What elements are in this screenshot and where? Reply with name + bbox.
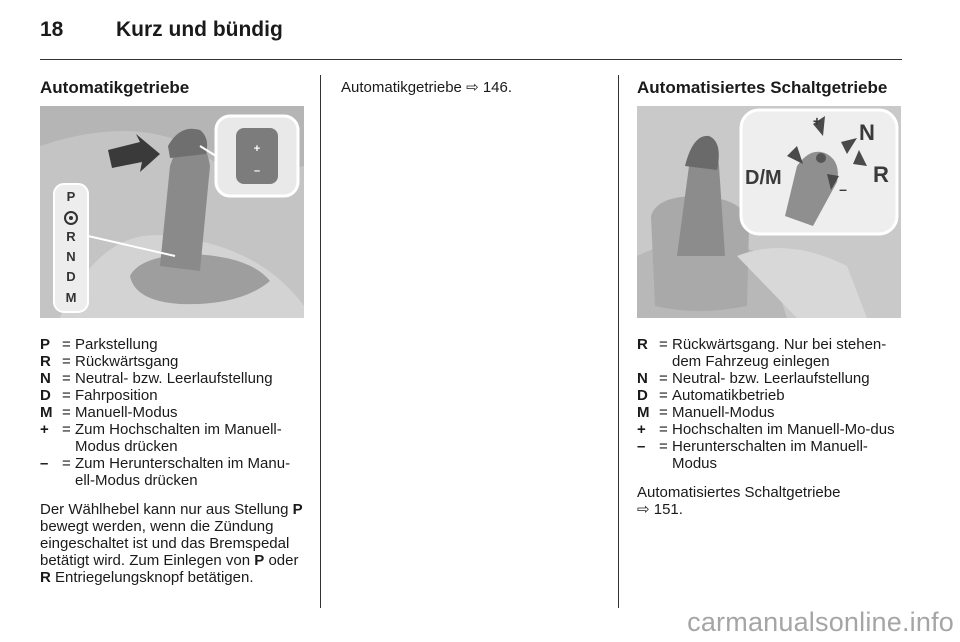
legend-key: D [637,387,648,404]
legend-text: Parkstellung [75,336,158,353]
paragraph-text: oder [264,552,299,569]
automatic-reference [341,76,601,100]
paragraph-bold-p: P [292,501,303,518]
header-rule [40,59,902,60]
paragraph-text: bewegt werden, wenn die Zündung eingeschaltet ist und das Bremspedal betätigt wird. Zum Einlegen von [40,518,290,569]
legend-automated [637,336,903,472]
plus-icon: + [812,113,822,129]
page-title: Kurz und bündig [116,18,283,41]
gear-label-dm: D/M [745,167,782,189]
legend-row [40,404,304,421]
legend-key: D [40,387,51,404]
legend-row [637,404,903,421]
reference-text: Automatisiertes Schaltgetriebe [637,484,841,501]
column-divider-right [618,75,619,608]
automatic-paragraph [40,501,304,586]
page-number: 18 [40,18,64,41]
minus-icon: – [253,165,261,177]
legend-row [40,455,304,489]
legend-key: R [637,336,648,353]
legend-text: Rückwärtsgang [75,353,179,370]
legend-row [40,336,304,353]
legend-text: Neutral- bzw. Leerlaufstellung [672,370,870,387]
legend-equals: = [62,404,71,421]
paragraph-bold-p: P [254,552,265,569]
legend-equals: = [62,336,71,353]
column-automated-manual [637,76,903,518]
page-arrow-icon: ⇨ [466,79,479,96]
automated-reference [637,484,903,518]
legend-key: + [637,421,646,438]
automatic-gearshift-figure [40,106,304,318]
legend-text: Fahrposition [75,387,158,404]
legend-text: Herunterschalten im Manuell-Modus [672,438,868,472]
legend-text: Hochschalten im Manuell-Mo-dus [672,421,895,438]
minus-icon: – [839,181,847,197]
reference-text: Automatikgetriebe [341,79,467,96]
gear-label-r: R [873,162,889,187]
legend-automatic [40,336,304,489]
legend-row [637,370,903,387]
paragraph-text: Der Wählhebel kann nur aus Stellung [40,501,293,518]
legend-text: Zum Herunterschalten im Manu-ell-Modus drücken [75,455,291,489]
column-divider-left [320,75,321,608]
gear-label-r: R [66,229,76,244]
legend-key: M [40,404,53,421]
legend-equals: = [62,370,71,387]
gear-label-d: D [66,269,76,284]
legend-text: Neutral- bzw. Leerlaufstellung [75,370,273,387]
legend-row [637,336,903,370]
section-heading-automatic: Automatikgetriebe [40,78,190,97]
legend-row [637,421,903,438]
legend-key: + [40,421,49,438]
legend-equals: = [62,421,71,438]
legend-equals: = [659,438,668,455]
column-automatic [40,76,304,586]
legend-row [40,421,304,455]
paragraph-text: Entriegelungsknopf betätigen. [50,569,254,586]
legend-row [637,438,903,472]
legend-text: Rückwärtsgang. Nur bei stehen-dem Fahrzeug einlegen [672,336,887,370]
reference-page: 146. [478,79,513,96]
legend-key: N [40,370,51,387]
legend-equals: = [659,336,668,353]
legend-equals: = [659,370,668,387]
legend-row [40,353,304,370]
automated-gearshift-figure [637,106,901,318]
legend-equals: = [62,455,71,472]
legend-key: M [637,404,650,421]
section-heading-automated: Automatisiertes Schaltgetriebe [637,78,888,97]
legend-equals: = [659,404,668,421]
legend-row [637,387,903,404]
legend-row [40,387,304,404]
page-arrow-icon: ⇨ [637,501,650,518]
legend-key: P [40,336,51,353]
gear-label-n: N [66,249,76,264]
page-header [40,18,283,42]
legend-text: Manuell-Modus [672,404,775,421]
legend-text: Manuell-Modus [75,404,178,421]
reference-page: 151. [649,501,683,518]
plus-icon: + [253,143,261,155]
legend-equals: = [659,421,668,438]
watermark: carmanualsonline.info [687,607,954,637]
gear-label-p: P [66,189,76,204]
paragraph-bold-r: R [40,569,51,586]
legend-equals: = [62,387,71,404]
automated-gearshift-illustration [637,106,901,318]
legend-row [40,370,304,387]
legend-text: Automatikbetrieb [672,387,785,404]
legend-key: R [40,353,51,370]
column-reference [341,76,601,100]
legend-text: Zum Hochschalten im Manuell-Modus drücken [75,421,282,455]
legend-key: N [637,370,648,387]
legend-equals: = [659,387,668,404]
automatic-gearshift-illustration [40,106,304,318]
legend-key: – [40,455,49,472]
legend-key: – [637,438,646,455]
gear-label-m: M [65,290,77,305]
legend-equals: = [62,353,71,370]
gear-label-n: N [859,120,875,145]
